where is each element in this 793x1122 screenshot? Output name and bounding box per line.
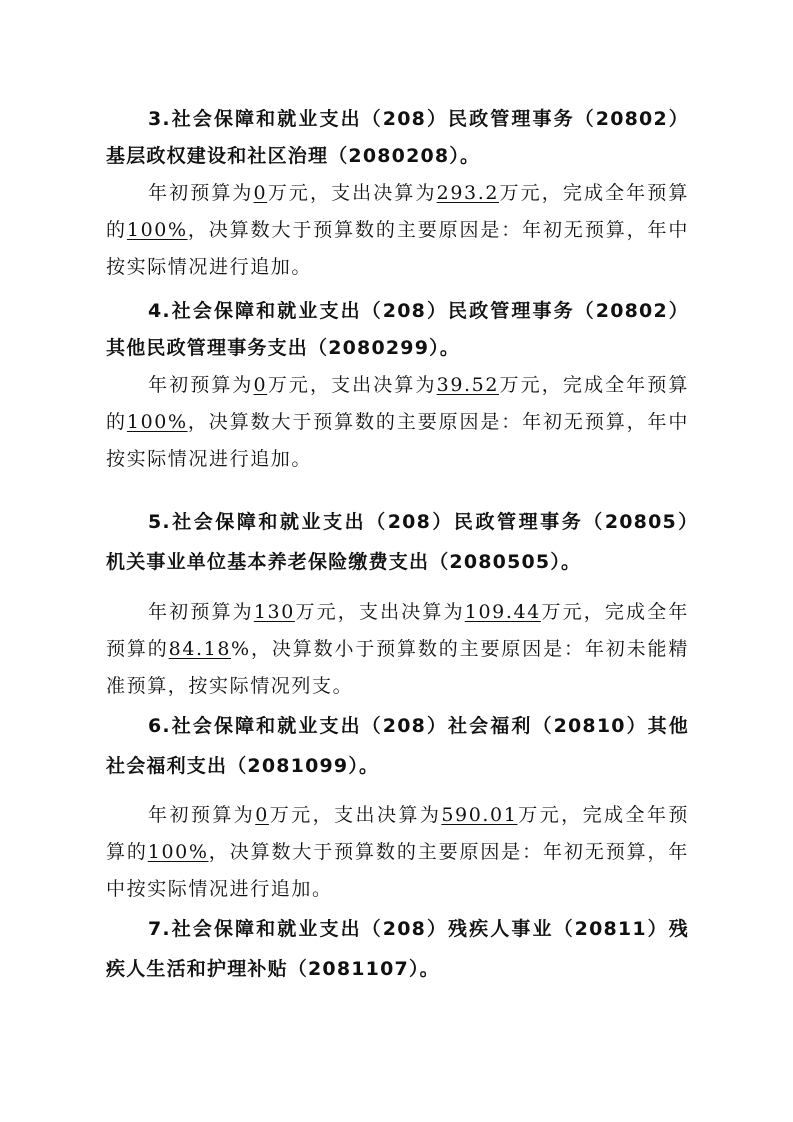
section-5-heading: 5.社会保障和就业支出（208）民政管理事务（20805） 机关事业单位基本养老保险缴费支出（2080505）。 xyxy=(106,511,710,573)
text: ，决算数大于预算数的主要原因是：年初无预算，年中按实际情况进行追加。 xyxy=(106,411,689,470)
completion-rate: 100% xyxy=(126,411,188,433)
section-3-heading: 3.社会保障和就业支出（208）民政管理事务（20802）基层政权建设和社区治理（2080208）。 xyxy=(106,108,689,167)
section-6-heading: 6.社会保障和就业支出（208）社会福利（20810）其他社会福利支出（2081099）。 xyxy=(106,715,689,777)
text: ，决算数大于预算数的主要原因是：年初无预算，年中按实际情况进行追加。 xyxy=(106,841,689,900)
text: ，决算数大于预算数的主要原因是：年初无预算，年中按实际情况进行追加。 xyxy=(106,219,689,278)
budget-value: 0 xyxy=(253,374,268,396)
actual-value: 109.44 xyxy=(464,601,541,623)
section-6-paragraph xyxy=(106,797,689,908)
budget-value: 0 xyxy=(253,182,268,204)
text: 万元，完成全年预算的 xyxy=(106,804,689,863)
actual-value: 590.01 xyxy=(441,804,518,826)
text: 年初预算为 xyxy=(148,601,254,623)
budget-value: 0 xyxy=(255,804,269,826)
completion-rate: 100% xyxy=(147,841,209,863)
completion-rate: 100% xyxy=(126,219,188,241)
text: 万元，支出决算为 xyxy=(267,374,437,396)
text: 万元，完成全年预算的 xyxy=(106,374,689,433)
text: %，决算数小于预算数的主要原因是：年初未能精准预算，按实际情况列支。 xyxy=(106,638,689,697)
section-4-paragraph xyxy=(106,367,689,478)
text: 万元，支出决算为 xyxy=(267,182,437,204)
text: 万元，支出决算为 xyxy=(294,601,465,623)
section-5-paragraph xyxy=(106,594,689,705)
completion-rate: 84.18 xyxy=(168,638,232,660)
section-3-paragraph xyxy=(106,175,689,286)
actual-value: 293.2 xyxy=(436,182,500,204)
text: 万元，完成全年预算的 xyxy=(106,182,689,241)
text: 万元，完成全年预算的 xyxy=(106,601,689,660)
budget-value: 130 xyxy=(253,601,295,623)
section-7-heading: 7.社会保障和就业支出（208）残疾人事业（20811）残疾人生活和护理补贴（2081107）。 xyxy=(106,918,689,980)
text: 年初预算为 xyxy=(148,374,254,396)
text: 年初预算为 xyxy=(148,804,256,826)
section-4-heading: 4.社会保障和就业支出（208）民政管理事务（20802）其他民政管理事务支出（2080299）。 xyxy=(106,300,689,359)
text: 万元，支出决算为 xyxy=(268,804,442,826)
text: 年初预算为 xyxy=(148,182,254,204)
actual-value: 39.52 xyxy=(436,374,500,396)
